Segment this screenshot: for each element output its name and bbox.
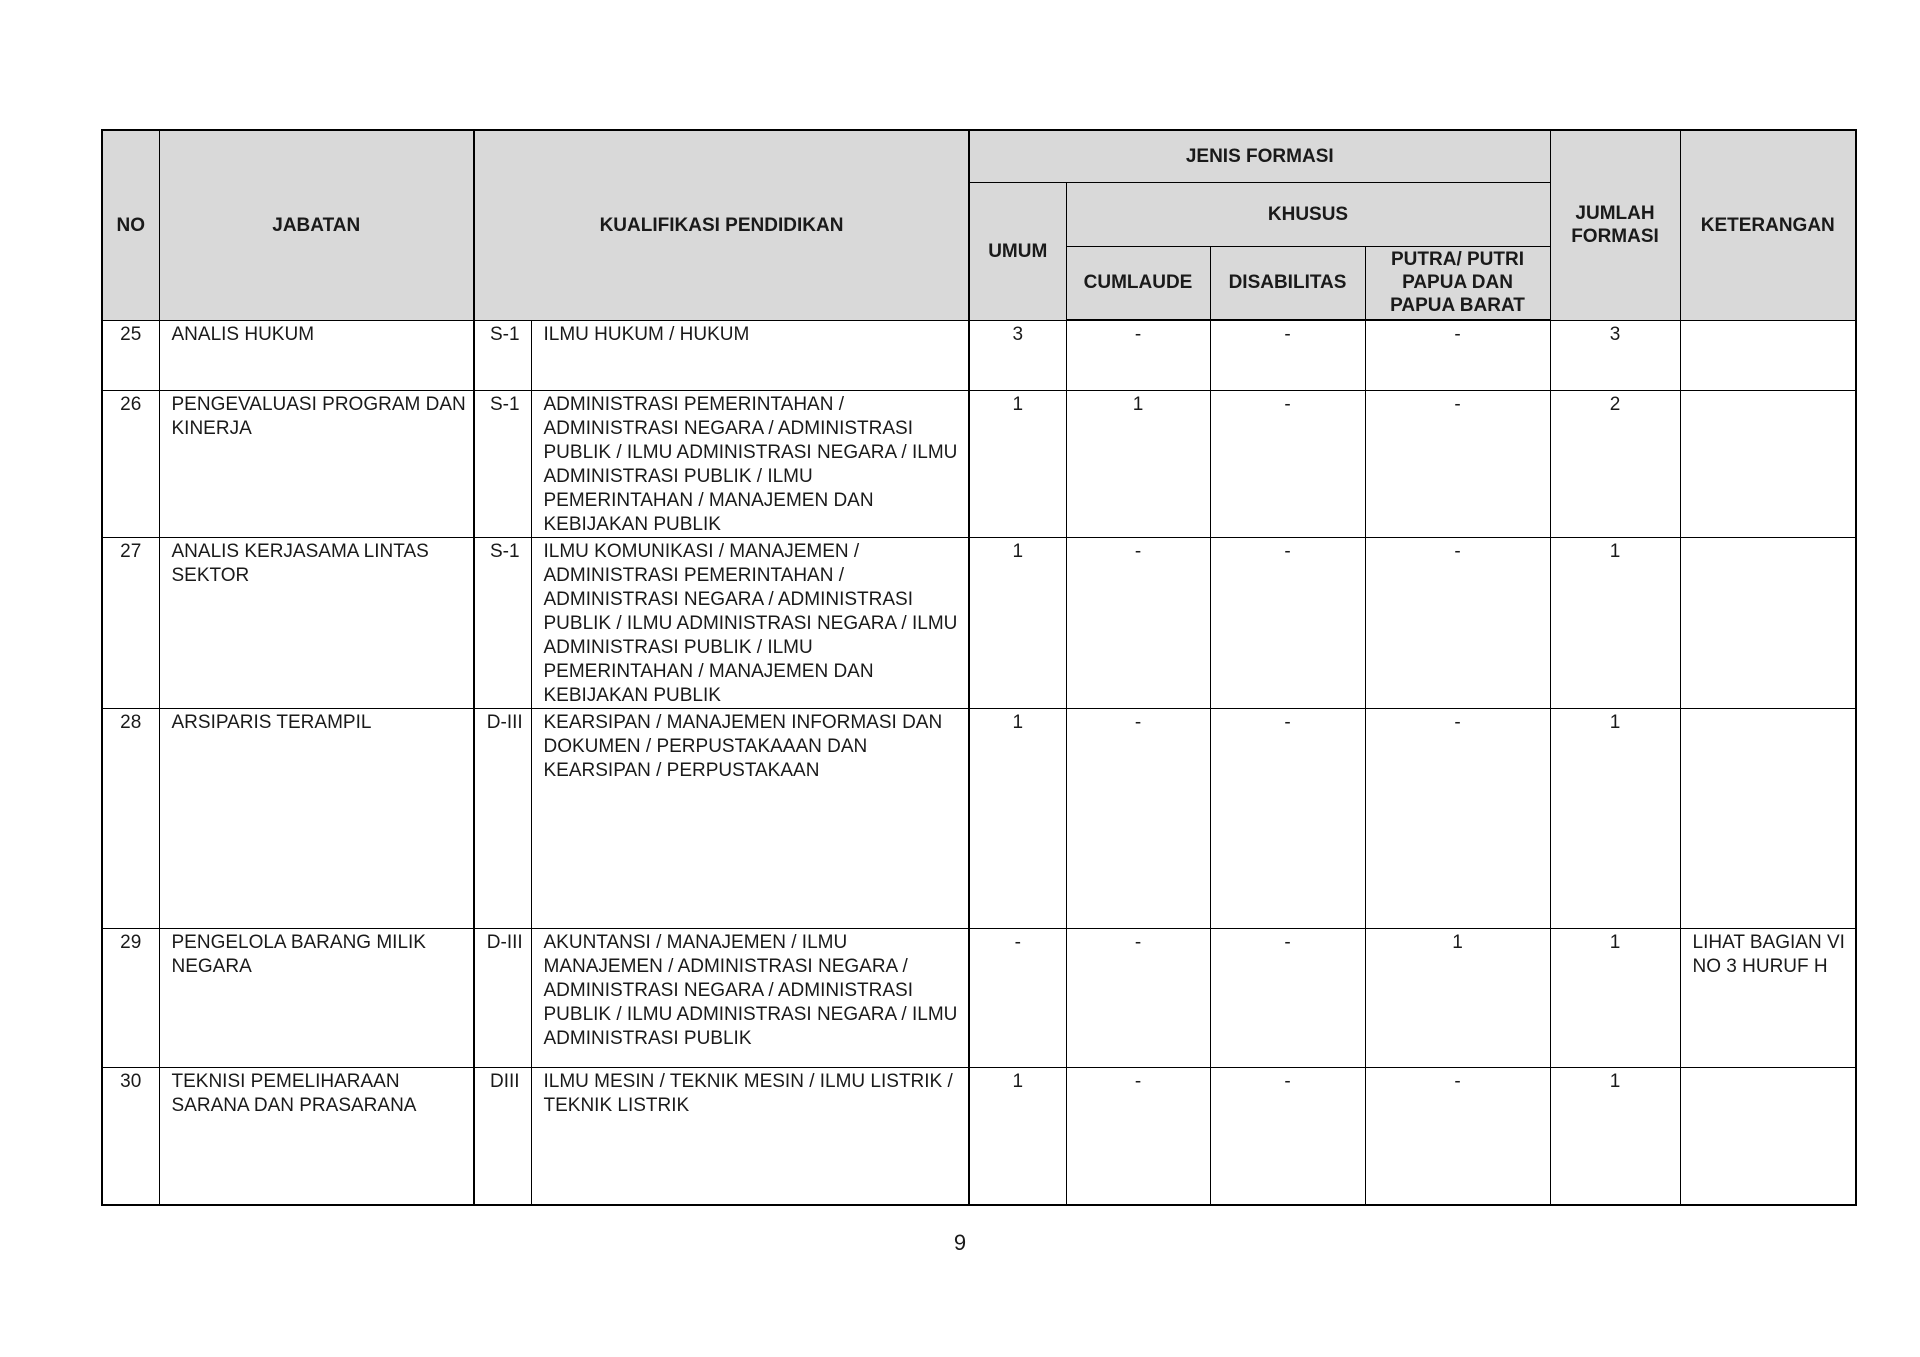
table-body — [102, 320, 1856, 1205]
formasi-table — [101, 129, 1857, 1206]
cell-disabilitas: - — [1210, 928, 1365, 1067]
cell-jumlah: 1 — [1550, 928, 1680, 1067]
cell-keterangan — [1680, 708, 1856, 928]
cell-cumlaude: - — [1066, 320, 1210, 390]
cell-no: 25 — [102, 320, 159, 390]
header-jabatan: JABATAN — [159, 130, 474, 320]
cell-kualifikasi: ADMINISTRASI PEMERINTAHAN / ADMINISTRASI NEGARA / ADMINISTRASI PUBLIK / ILMU ADMINISTRASI NEGARA / ILMU ADMINISTRASI PUBLIK / ILMU PEMERINTAHAN / MANAJEMEN DAN KEBIJAKAN PUBLIK — [531, 390, 969, 537]
cell-jenjang: S-1 — [474, 320, 531, 390]
table-row — [102, 1067, 1856, 1205]
cell-no: 26 — [102, 390, 159, 537]
header-keterangan: KETERANGAN — [1680, 130, 1856, 320]
cell-putra-putri: - — [1365, 537, 1550, 708]
cell-putra-putri: - — [1365, 1067, 1550, 1205]
header-disabilitas: DISABILITAS — [1210, 246, 1365, 320]
cell-putra-putri: 1 — [1365, 928, 1550, 1067]
cell-jumlah: 3 — [1550, 320, 1680, 390]
cell-putra-putri: - — [1365, 390, 1550, 537]
cell-kualifikasi: ILMU HUKUM / HUKUM — [531, 320, 969, 390]
cell-jenjang: DIII — [474, 1067, 531, 1205]
cell-keterangan: LIHAT BAGIAN VI NO 3 HURUF H — [1680, 928, 1856, 1067]
header-kualifikasi: KUALIFIKASI PENDIDIKAN — [474, 130, 969, 320]
cell-disabilitas: - — [1210, 537, 1365, 708]
cell-disabilitas: - — [1210, 1067, 1365, 1205]
cell-disabilitas: - — [1210, 320, 1365, 390]
table-header — [102, 130, 1856, 320]
cell-cumlaude: 1 — [1066, 390, 1210, 537]
cell-putra-putri: - — [1365, 708, 1550, 928]
cell-no: 30 — [102, 1067, 159, 1205]
cell-keterangan — [1680, 537, 1856, 708]
cell-cumlaude: - — [1066, 1067, 1210, 1205]
cell-disabilitas: - — [1210, 390, 1365, 537]
cell-umum: 1 — [969, 1067, 1066, 1205]
header-no: NO — [102, 130, 159, 320]
cell-jumlah: 1 — [1550, 708, 1680, 928]
cell-jabatan: PENGELOLA BARANG MILIK NEGARA — [159, 928, 474, 1067]
header-jenis-formasi: JENIS FORMASI — [969, 130, 1550, 182]
cell-umum: 1 — [969, 537, 1066, 708]
header-khusus: KHUSUS — [1066, 182, 1550, 246]
cell-jabatan: ANALIS KERJASAMA LINTAS SEKTOR — [159, 537, 474, 708]
cell-umum: 1 — [969, 390, 1066, 537]
cell-kualifikasi: KEARSIPAN / MANAJEMEN INFORMASI DAN DOKUMEN / PERPUSTAKAAAN DAN KEARSIPAN / PERPUSTAKAAN — [531, 708, 969, 928]
cell-keterangan — [1680, 320, 1856, 390]
cell-kualifikasi: AKUNTANSI / MANAJEMEN / ILMU MANAJEMEN / ADMINISTRASI NEGARA / ADMINISTRASI NEGARA / ADMINISTRASI PUBLIK / ILMU ADMINISTRASI NEGARA / ILMU ADMINISTRASI PUBLIK — [531, 928, 969, 1067]
cell-keterangan — [1680, 1067, 1856, 1205]
cell-cumlaude: - — [1066, 708, 1210, 928]
cell-cumlaude: - — [1066, 928, 1210, 1067]
cell-jumlah: 1 — [1550, 1067, 1680, 1205]
cell-jumlah: 2 — [1550, 390, 1680, 537]
header-putra-putri: PUTRA/ PUTRI PAPUA DAN PAPUA BARAT — [1365, 246, 1550, 320]
table-row — [102, 537, 1856, 708]
cell-umum: - — [969, 928, 1066, 1067]
cell-jenjang: D-III — [474, 708, 531, 928]
cell-disabilitas: - — [1210, 708, 1365, 928]
cell-umum: 1 — [969, 708, 1066, 928]
cell-kualifikasi: ILMU MESIN / TEKNIK MESIN / ILMU LISTRIK / TEKNIK LISTRIK — [531, 1067, 969, 1205]
header-cumlaude: CUMLAUDE — [1066, 246, 1210, 320]
table-row — [102, 320, 1856, 390]
header-umum: UMUM — [969, 182, 1066, 320]
cell-jabatan: TEKNISI PEMELIHARAAN SARANA DAN PRASARANA — [159, 1067, 474, 1205]
cell-kualifikasi: ILMU KOMUNIKASI / MANAJEMEN / ADMINISTRASI PEMERINTAHAN / ADMINISTRASI NEGARA / ADMINISTRASI PUBLIK / ILMU ADMINISTRASI NEGARA / ILMU ADMINISTRASI PUBLIK / ILMU PEMERINTAHAN / MANAJEMEN DAN KEBIJAKAN PUBLIK — [531, 537, 969, 708]
table-row — [102, 928, 1856, 1067]
cell-jabatan: ANALIS HUKUM — [159, 320, 474, 390]
cell-putra-putri: - — [1365, 320, 1550, 390]
cell-umum: 3 — [969, 320, 1066, 390]
cell-jabatan: PENGEVALUASI PROGRAM DAN KINERJA — [159, 390, 474, 537]
cell-no: 28 — [102, 708, 159, 928]
table-row — [102, 708, 1856, 928]
cell-jumlah: 1 — [1550, 537, 1680, 708]
cell-jenjang: S-1 — [474, 390, 531, 537]
cell-keterangan — [1680, 390, 1856, 537]
cell-no: 27 — [102, 537, 159, 708]
header-jumlah-formasi: JUMLAH FORMASI — [1550, 130, 1680, 320]
cell-jenjang: D-III — [474, 928, 531, 1067]
cell-jabatan: ARSIPARIS TERAMPIL — [159, 708, 474, 928]
cell-no: 29 — [102, 928, 159, 1067]
cell-cumlaude: - — [1066, 537, 1210, 708]
cell-jenjang: S-1 — [474, 537, 531, 708]
page-number: 9 — [953, 1230, 967, 1255]
table-row — [102, 390, 1856, 537]
